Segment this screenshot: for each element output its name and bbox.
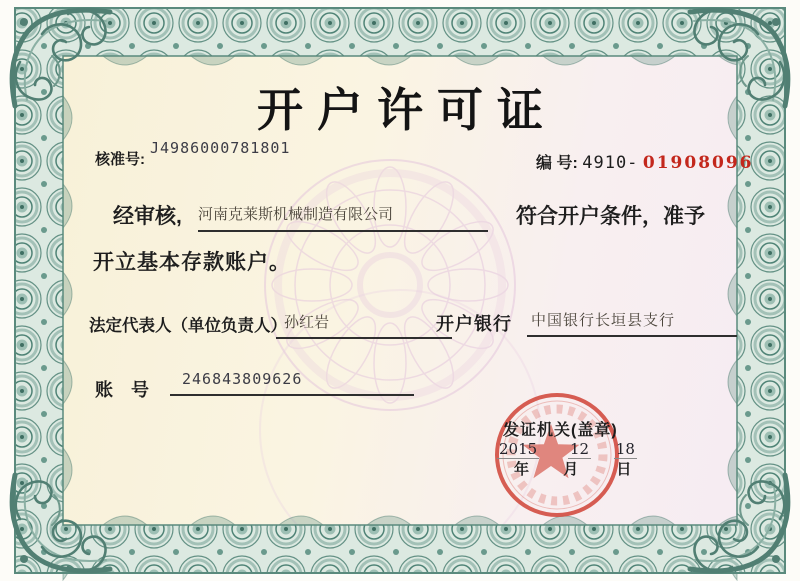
account-number-field: 246843809626 xyxy=(170,370,414,396)
audited-prefix-text: 经审核, xyxy=(113,205,182,228)
issue-date-numbers xyxy=(497,440,637,458)
serial-number-row xyxy=(536,150,754,173)
approval-number-value: J4986000781801 xyxy=(150,139,291,157)
serial-number-label: 编 号: xyxy=(536,155,578,172)
day-unit: 日 xyxy=(616,461,632,478)
issue-date-units xyxy=(514,458,631,479)
serial-number-prefix: 4910- xyxy=(582,153,639,173)
issue-day: 18 xyxy=(615,440,635,458)
body-line2-text: 开立基本存款账户。 xyxy=(93,251,291,274)
issue-year: 2015 xyxy=(499,440,538,458)
issue-month: 12 xyxy=(569,440,590,458)
legal-representative-label: 法定代表人（单位负责人） xyxy=(89,317,287,335)
opening-bank-label: 开户银行 xyxy=(436,314,512,334)
opening-bank-name-field: 中国银行长垣县支行 xyxy=(527,309,737,337)
year-unit: 年 xyxy=(514,461,530,478)
legal-representative-name-field: 孙红岩 xyxy=(276,311,452,339)
certificate-title: 开户许可证 xyxy=(257,83,557,137)
month-unit: 月 xyxy=(563,461,579,478)
audited-suffix-text: 符合开户条件，准予 xyxy=(516,205,705,228)
approval-number-label: 核准号: xyxy=(95,151,145,168)
account-number-label: 账 号 xyxy=(95,380,149,400)
issuing-authority-label: 发证机关(盖章) xyxy=(503,422,618,439)
company-name-field: 河南克莱斯机械制造有限公司 xyxy=(198,203,488,232)
serial-number-red-value: 01908096 xyxy=(642,153,754,173)
